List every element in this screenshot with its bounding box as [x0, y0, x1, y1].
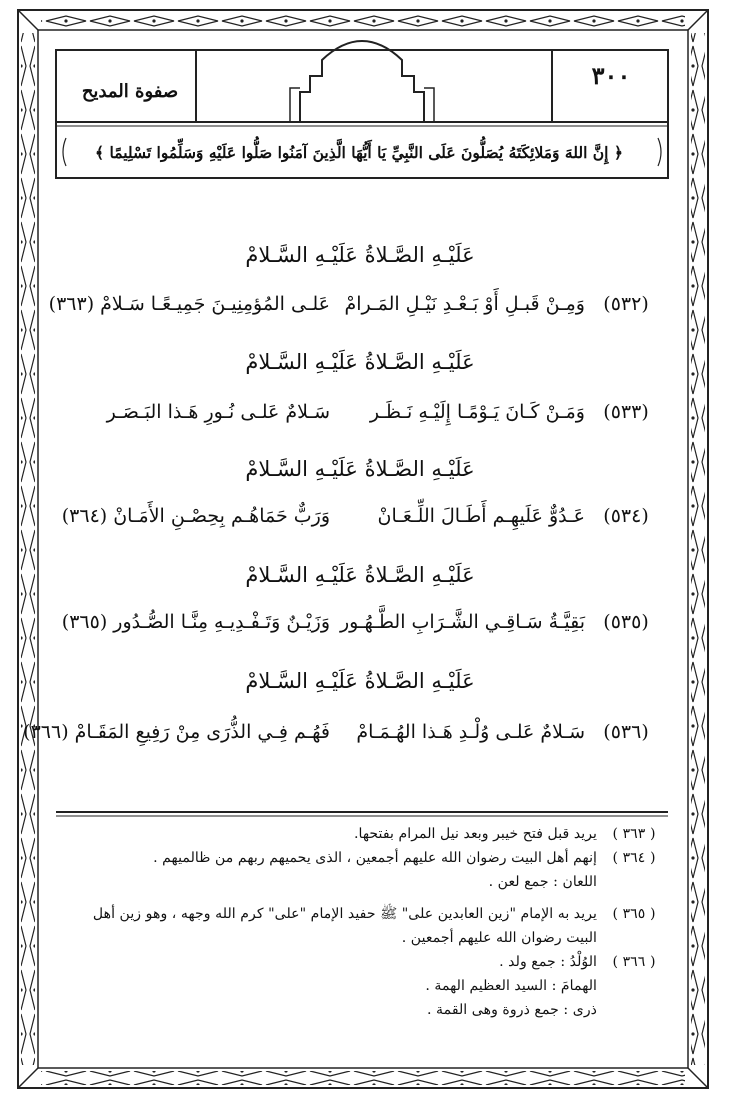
footnote-text: الوُلْدُ : جمع ولد . [499, 954, 597, 970]
footnote-line [60, 902, 665, 926]
footnote-line [60, 950, 665, 974]
footnote-number: ( ٣٦٥ ) [612, 906, 656, 922]
verse-second-hemistich: فَهُـم فِـي الذُّرَى مِنْ رَفِيعِ المَقَـامْ (٣٦٦) [23, 721, 330, 743]
refrain-line: عَلَيْـهِ الصَّـلاةُ عَلَيْـهِ السَّـلامْ [245, 243, 475, 267]
footnote-text: ذرى : جمع ذروة وهى القمة . [426, 1002, 597, 1018]
verse-second-hemistich: وَرَبٌّ حَمَاهُـم بِحِصْـنِ الأَمَـانْ (٣٦٤) [61, 505, 330, 527]
verse-row [55, 602, 660, 642]
refrain-line: عَلَيْـهِ الصَّـلاةُ عَلَيْـهِ السَّـلامْ [245, 350, 475, 374]
footnote-text: الهمامَ : السيد العظيم الهمة . [425, 978, 597, 994]
verse-second-hemistich: عَلـى المُؤمِنِيـنَ جَمِيـعًـا سَـلامْ (٣٦٣) [48, 293, 330, 315]
verse-number: (٥٣٥) [603, 611, 649, 633]
footnote-text: اللعان : جمع لعن . [488, 874, 597, 890]
verse-first-hemistich: عَـدُوٌّ عَلَيهِـم أَطَـالَ اللِّـعَـانْ [377, 505, 585, 527]
footnote-text: يريد قبل فتح خيبر وبعد نيل المرام بفتحها. [354, 826, 597, 842]
verse-row [55, 392, 660, 432]
footnote-number: ( ٣٦٤ ) [612, 850, 656, 866]
verse-number: (٥٣٢) [603, 293, 649, 315]
footnote-number: ( ٣٦٦ ) [612, 954, 656, 970]
verse-second-hemistich: وَزَيْـنٌ وَتَـفْـدِيـهِ مِنَّـا الصُّـدُور (٣٦٥) [61, 611, 330, 633]
verse-number: (٥٣٦) [603, 721, 649, 743]
verse-first-hemistich: وَمِـنْ قَبـلِ أَوْ بَـعْـدِ نَيْـلِ المَـرامْ [344, 293, 585, 315]
footnote-line [60, 926, 665, 950]
verse-row [48, 284, 660, 324]
refrain-line: عَلَيْـهِ الصَّـلاةُ عَلَيْـهِ السَّـلامْ [245, 457, 475, 481]
footnote-text: البيت رضوان الله عليهم أجمعين . [401, 930, 597, 946]
verse-number: (٥٣٣) [603, 401, 649, 423]
verse-row [23, 712, 660, 752]
footnotes [60, 822, 665, 1022]
verse-first-hemistich: بَقِيَّـةُ سَـاقِـي الشَّـرَابِ الطَّـهُـور [339, 611, 585, 633]
footnote-line [60, 998, 665, 1022]
section-title: صفوة المديح [81, 81, 179, 102]
footnote-line [60, 846, 665, 870]
verse-first-hemistich: سَـلامٌ عَلـى وُلْـدِ هَـذا الهُـمَـامْ [356, 721, 585, 743]
verse-second-hemistich: سَـلامٌ عَلـى نُـورِ هَـذا البَـصَـر [106, 401, 330, 423]
verse-row [55, 496, 660, 536]
quran-verse-banner: ﴿ إِنَّ اللهَ وَمَلائِكَتَهُ يُصَلُّونَ عَلَى النَّبِيِّ يَا أَيُّهَا الَّذِينَ آمَنُوا صَلُّوا عَلَيْهِ وَسَلِّمُوا تَسْلِيمًا ﴾ [95, 143, 623, 162]
footnote-line [60, 822, 665, 846]
footnote-number: ( ٣٦٣ ) [612, 826, 656, 842]
verse-number: (٥٣٤) [603, 505, 649, 527]
refrain-line: عَلَيْـهِ الصَّـلاةُ عَلَيْـهِ السَّـلامْ [245, 669, 475, 693]
page-number: ٣٠٠ [591, 61, 631, 90]
refrain-line: عَلَيْـهِ الصَّـلاةُ عَلَيْـهِ السَّـلامْ [245, 563, 475, 587]
footnote-line [60, 870, 665, 894]
footnote-text: يريد به الإمام "زين العابدين على" ﷺ حفيد الإمام "على" كرم الله وجهه ، وهو زين أهل [92, 906, 597, 922]
footnote-line [60, 974, 665, 998]
footnote-text: إنهم أهل البيت رضوان الله عليهم أجمعين ، الذى يحميهم ربهم من ظالميهم . [153, 850, 597, 866]
verse-first-hemistich: وَمَـنْ كَـانَ يَـوْمًـا إِلَيْـهِ نَـظَـر [369, 401, 585, 423]
